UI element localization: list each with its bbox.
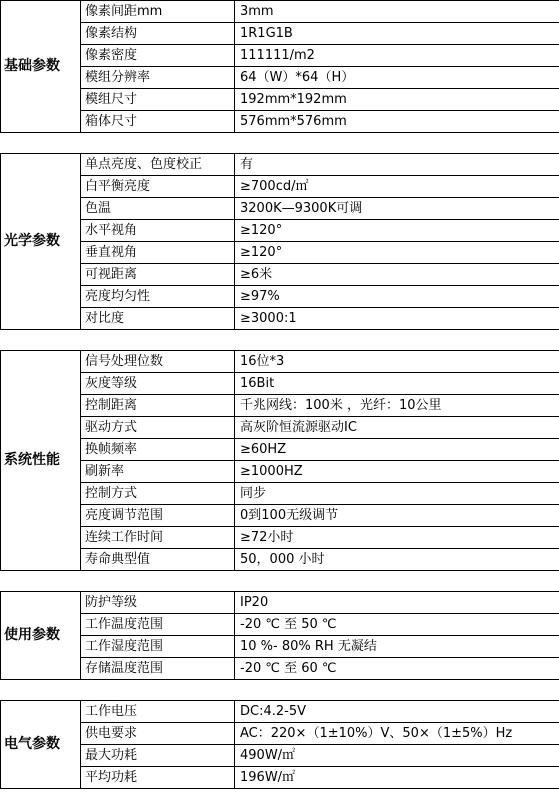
table-row xyxy=(1,723,559,745)
param-value: DC:4.2-5V xyxy=(235,701,559,723)
section-divider xyxy=(1,330,559,351)
table-row xyxy=(1,45,559,67)
param-label: 垂直视角 xyxy=(81,242,235,264)
param-label: 最大功耗 xyxy=(81,745,235,767)
table-row xyxy=(1,1,559,23)
divider-cell xyxy=(1,133,559,154)
param-value: 1R1G1B xyxy=(235,23,559,45)
param-value: 高灰阶恒流源驱动IC xyxy=(235,417,559,439)
param-label: 亮度调节范围 xyxy=(81,505,235,527)
divider-cell xyxy=(1,330,559,351)
param-value: ≥97% xyxy=(235,286,559,308)
table-row xyxy=(1,308,559,330)
table-row xyxy=(1,549,559,571)
table-row xyxy=(1,417,559,439)
param-value: ≥60HZ xyxy=(235,439,559,461)
param-label: 对比度 xyxy=(81,308,235,330)
param-value: 576mm*576mm xyxy=(235,111,559,133)
section-title: 电气参数 xyxy=(1,701,81,789)
param-value: ≥6米 xyxy=(235,264,559,286)
param-label: 寿命典型值 xyxy=(81,549,235,571)
table-row xyxy=(1,527,559,549)
param-value: 50，000 小时 xyxy=(235,549,559,571)
param-value: 3mm xyxy=(235,1,559,23)
section-title: 使用参数 xyxy=(1,592,81,680)
section-title: 系统性能 xyxy=(1,351,81,571)
param-label: 模组分辨率 xyxy=(81,67,235,89)
param-value: -20 ℃ 至 50 ℃ xyxy=(235,614,559,636)
param-value: ≥1000HZ xyxy=(235,461,559,483)
table-row xyxy=(1,89,559,111)
table-row xyxy=(1,636,559,658)
param-label: 像素密度 xyxy=(81,45,235,67)
table-row xyxy=(1,483,559,505)
param-value: 有 xyxy=(235,154,559,176)
section-title: 光学参数 xyxy=(1,154,81,330)
param-value: 192mm*192mm xyxy=(235,89,559,111)
section-divider xyxy=(1,571,559,592)
table-row xyxy=(1,658,559,680)
table-row xyxy=(1,592,559,614)
param-value: 16位*3 xyxy=(235,351,559,373)
param-value: 3200K—9300K可调 xyxy=(235,198,559,220)
param-value: AC：220×（1±10%）V、50×（1±5%）Hz xyxy=(235,723,559,745)
section-title: 基础参数 xyxy=(1,1,81,133)
divider-cell xyxy=(1,571,559,592)
table-row xyxy=(1,505,559,527)
section-divider xyxy=(1,680,559,701)
param-label: 连续工作时间 xyxy=(81,527,235,549)
param-label: 驱动方式 xyxy=(81,417,235,439)
table-row xyxy=(1,373,559,395)
param-label: 灰度等级 xyxy=(81,373,235,395)
table-row xyxy=(1,67,559,89)
param-label: 像素间距mm xyxy=(81,1,235,23)
table-row xyxy=(1,351,559,373)
param-value: -20 ℃ 至 60 ℃ xyxy=(235,658,559,680)
param-value: ≥120° xyxy=(235,220,559,242)
table-row xyxy=(1,198,559,220)
param-value: 0到100无级调节 xyxy=(235,505,559,527)
section-divider xyxy=(1,133,559,154)
param-value: 490W/㎡ xyxy=(235,745,559,767)
param-label: 控制方式 xyxy=(81,483,235,505)
param-value: IP20 xyxy=(235,592,559,614)
param-label: 工作湿度范围 xyxy=(81,636,235,658)
table-row xyxy=(1,23,559,45)
param-value: 64（W）*64（H） xyxy=(235,67,559,89)
table-row xyxy=(1,701,559,723)
table-row xyxy=(1,264,559,286)
param-label: 工作温度范围 xyxy=(81,614,235,636)
param-label: 工作电压 xyxy=(81,701,235,723)
param-label: 箱体尺寸 xyxy=(81,111,235,133)
param-value: 196W/㎡ xyxy=(235,767,559,789)
param-label: 供电要求 xyxy=(81,723,235,745)
param-label: 模组尺寸 xyxy=(81,89,235,111)
table-row xyxy=(1,614,559,636)
param-label: 信号处理位数 xyxy=(81,351,235,373)
param-label: 存储温度范围 xyxy=(81,658,235,680)
param-value: ≥120° xyxy=(235,242,559,264)
param-label: 像素结构 xyxy=(81,23,235,45)
table-row xyxy=(1,154,559,176)
param-value: 111111/m2 xyxy=(235,45,559,67)
param-value: ≥3000:1 xyxy=(235,308,559,330)
param-value: 10 %- 80% RH 无凝结 xyxy=(235,636,559,658)
param-label: 控制距离 xyxy=(81,395,235,417)
param-label: 平均功耗 xyxy=(81,767,235,789)
divider-cell xyxy=(1,680,559,701)
table-row xyxy=(1,439,559,461)
table-row xyxy=(1,286,559,308)
table-row xyxy=(1,176,559,198)
param-label: 亮度均匀性 xyxy=(81,286,235,308)
param-value: ≥72小时 xyxy=(235,527,559,549)
param-value: 同步 xyxy=(235,483,559,505)
table-row xyxy=(1,242,559,264)
param-label: 刷新率 xyxy=(81,461,235,483)
param-label: 白平衡亮度 xyxy=(81,176,235,198)
table-row xyxy=(1,745,559,767)
table-row xyxy=(1,767,559,789)
param-label: 换帧频率 xyxy=(81,439,235,461)
param-label: 可视距离 xyxy=(81,264,235,286)
param-label: 防护等级 xyxy=(81,592,235,614)
param-value: ≥700cd/㎡ xyxy=(235,176,559,198)
param-value: 16Bit xyxy=(235,373,559,395)
table-row xyxy=(1,395,559,417)
table-row xyxy=(1,111,559,133)
param-label: 单点亮度、色度校正 xyxy=(81,154,235,176)
table-row xyxy=(1,220,559,242)
table-row xyxy=(1,461,559,483)
param-label: 色温 xyxy=(81,198,235,220)
param-label: 水平视角 xyxy=(81,220,235,242)
param-value: 千兆网线：100米 ，光纤：10公里 xyxy=(235,395,559,417)
spec-table-body xyxy=(1,1,559,789)
